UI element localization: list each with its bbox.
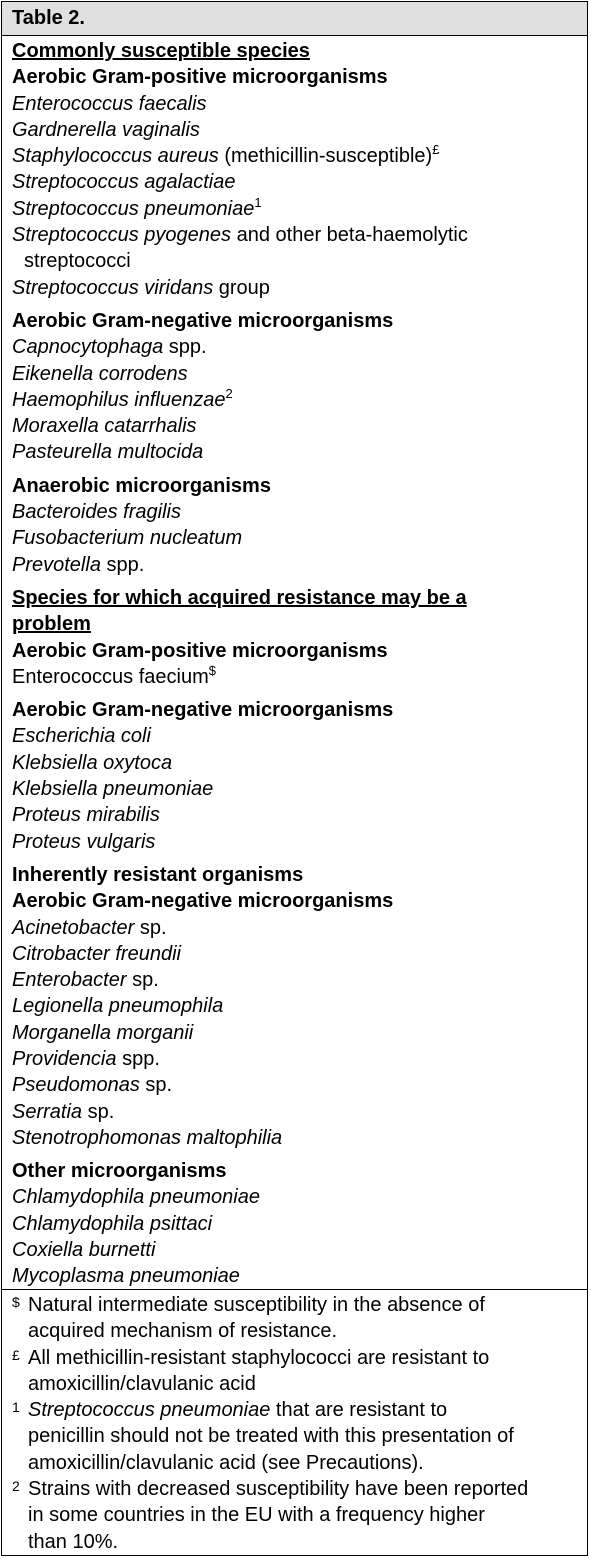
footnote-text: amoxicillin/clavulanic acid (see Precautions).	[28, 1451, 424, 1474]
list-item: Pasteurella multocida	[12, 441, 204, 464]
section-heading-acquired-resistance: Species for which acquired resistance may be a	[12, 586, 467, 609]
section-heading-continuation: problem	[12, 613, 91, 636]
list-item: Enterobacter sp.	[12, 969, 159, 992]
table-title: Table 2.	[2, 2, 587, 36]
footnote	[12, 1292, 577, 1345]
list-item: Proteus vulgaris	[12, 830, 156, 853]
section-heading-commonly-susceptible: Commonly susceptible species	[12, 40, 310, 62]
footnote-text: than 10%.	[28, 1530, 119, 1553]
footnote-text: Strains with decreased susceptibility have been reported	[28, 1478, 529, 1501]
list-item: Klebsiella oxytoca	[12, 751, 173, 774]
footnote-mark: 1	[12, 1399, 20, 1416]
list-item: Streptococcus viridans group	[12, 276, 270, 299]
group-heading: Aerobic Gram-positive microorganisms	[12, 639, 388, 662]
footnote-text: All methicillin-resistant staphylococci are resistant to	[28, 1346, 490, 1369]
footnote-text: amoxicillin/clavulanic acid	[28, 1372, 256, 1395]
list-item: Morganella morganii	[12, 1021, 194, 1044]
list-item: Stenotrophomonas maltophilia	[12, 1126, 283, 1149]
group-heading: Aerobic Gram-negative microorganisms	[12, 309, 394, 332]
list-item: Streptococcus agalactiae	[12, 171, 236, 194]
list-item: Coxiella burnetti	[12, 1239, 156, 1262]
list-item: Escherichia coli	[12, 725, 151, 748]
footnote-text: Natural intermediate susceptibility in the absence of	[28, 1294, 485, 1316]
footnote	[12, 1345, 577, 1398]
list-item-continuation: streptococci	[24, 250, 131, 273]
list-item: Gardnerella vaginalis	[12, 118, 200, 141]
footnotes	[2, 1290, 587, 1555]
list-item: Proteus mirabilis	[12, 804, 160, 827]
footnote-text: acquired mechanism of resistance.	[28, 1320, 338, 1343]
group-heading: Anaerobic microorganisms	[12, 474, 271, 497]
table-body	[2, 36, 587, 1290]
list-item: Providencia spp.	[12, 1047, 160, 1070]
list-item: Bacteroides fragilis	[12, 501, 181, 524]
list-item: Citrobacter freundii	[12, 942, 181, 965]
group-heading: Aerobic Gram-negative microorganisms	[12, 699, 394, 722]
list-item: Klebsiella pneumoniae	[12, 778, 214, 801]
footnote-text: penicillin should not be treated with this presentation of	[28, 1425, 514, 1448]
group-heading: Other microorganisms	[12, 1160, 227, 1183]
list-item: Chlamydophila psittaci	[12, 1212, 213, 1235]
list-item: Staphylococcus aureus (methicillin-susceptible)£	[12, 142, 440, 168]
list-item: Chlamydophila pneumoniae	[12, 1186, 260, 1209]
list-item: Streptococcus pneumoniae$^1$	[12, 194, 262, 220]
list-item: Enterococcus faecalis	[12, 92, 207, 115]
list-item: Prevotella spp.	[12, 553, 145, 576]
footnote	[12, 1397, 577, 1476]
footnote-ref: $	[208, 662, 216, 678]
group-heading: Aerobic Gram-positive microorganisms	[12, 66, 388, 89]
section-heading-inherently-resistant: Inherently resistant organisms	[12, 863, 304, 886]
footnote-mark: $	[12, 1294, 20, 1310]
list-item: Pseudomonas sp.	[12, 1074, 173, 1097]
group-heading: Aerobic Gram-negative microorganisms	[12, 890, 394, 913]
list-item: Enterococcus faecium$	[12, 662, 216, 688]
footnote-ref: 2	[225, 385, 233, 401]
list-item: Legionella pneumophila	[12, 995, 224, 1018]
list-item: Mycoplasma pneumoniae	[12, 1265, 240, 1288]
footnote-mark: £	[12, 1346, 20, 1363]
list-item: Acinetobacter sp.	[12, 916, 167, 939]
list-item: Capnocytophaga spp.	[12, 336, 207, 359]
list-item: Streptococcus pyogenes and other beta-haemolytic	[12, 224, 468, 247]
list-item: Moraxella catarrhalis	[12, 415, 197, 438]
list-item: Serratia sp.	[12, 1100, 115, 1123]
footnote	[12, 1476, 577, 1555]
footnote-ref: £	[432, 142, 440, 158]
footnote-text: in some countries in the EU with a frequency higher	[28, 1504, 485, 1527]
list-item: Fusobacterium nucleatum	[12, 527, 243, 550]
list-item: Haemophilus influenzae$^2$	[12, 385, 233, 411]
footnote-mark: 2	[12, 1478, 20, 1495]
susceptibility-table	[1, 1, 588, 1556]
footnote-text: Streptococcus pneumoniae that are resistant to	[28, 1399, 448, 1422]
list-item: Eikenella corrodens	[12, 362, 188, 385]
footnote-ref: 1	[254, 194, 262, 210]
